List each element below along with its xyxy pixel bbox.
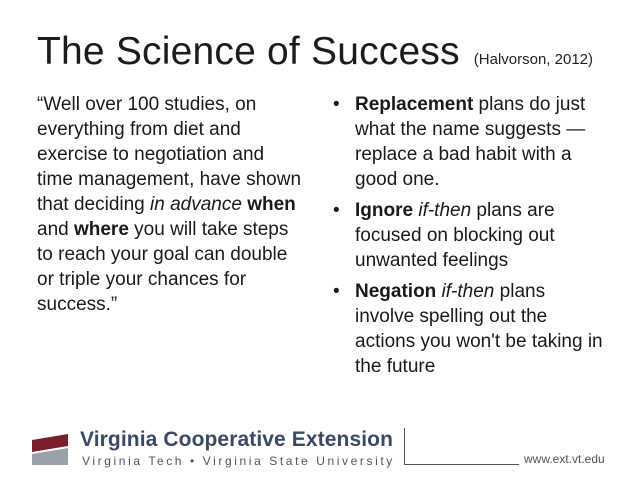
bullet-replacement: [333, 92, 603, 192]
footer-divider-vertical: [404, 428, 405, 464]
title-row: [37, 30, 593, 74]
quote-advance: advance: [170, 194, 242, 215]
bullet-marker: •: [333, 200, 340, 221]
bullet-lead: Replacement: [355, 94, 474, 115]
quote-text-1: “Well over 100 studies, on everything from diet and exercise to negotiation and time management, have shown that deciding: [37, 94, 302, 215]
org-name: Virginia Cooperative Extension: [80, 428, 394, 451]
vce-logo-icon: [30, 432, 70, 467]
footer-divider-horizontal: [404, 464, 519, 465]
quote-and: and: [37, 219, 74, 240]
quote-when: when: [241, 194, 296, 215]
quote-text-2: you will take steps to reach your goal can double or triple your chances for success.”: [37, 219, 289, 315]
bullet-italic: if-then: [436, 281, 495, 302]
bullet-text: plans involve spelling out the actions you won't be taking in the future: [355, 281, 603, 377]
bullet-lead: Ignore: [355, 200, 414, 221]
bullet-lead: Negation: [355, 281, 437, 302]
bullet-ignore: [333, 198, 603, 273]
bullet-negation: [333, 279, 603, 379]
bullet-text: plans do just what the name suggests — replace a bad habit with a good one.: [355, 94, 586, 190]
slide-citation: (Halvorson, 2012): [473, 51, 594, 68]
quote-where: where: [73, 219, 129, 240]
bullet-marker: •: [333, 94, 340, 115]
org-subtitle: Virginia Tech • Virginia State University: [82, 454, 395, 468]
quote-in: in: [150, 194, 165, 215]
bullet-italic: if-then: [413, 200, 472, 221]
bullet-marker: •: [333, 281, 340, 302]
slide-title: The Science of Success: [37, 30, 460, 73]
bullet-text: plans are focused on blocking out unwanted feelings: [355, 200, 555, 271]
quote-block: [37, 92, 305, 317]
bullet-list: [333, 92, 603, 385]
site-url-link[interactable]: www.ext.vt.edu: [524, 452, 605, 466]
